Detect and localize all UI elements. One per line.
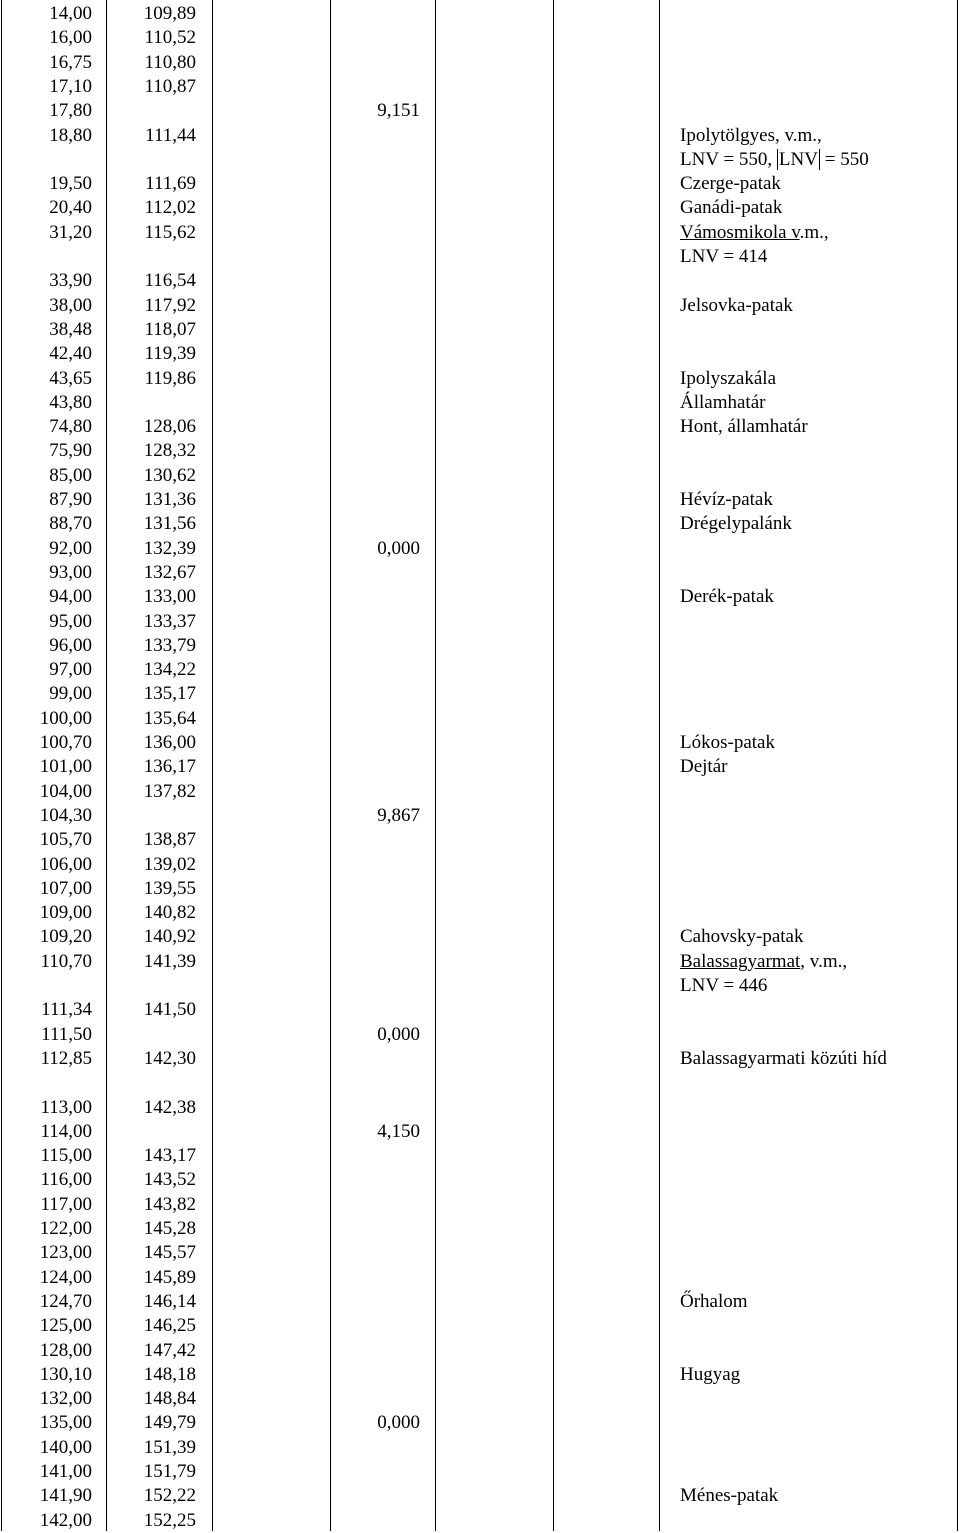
elevation-cell: 133,00	[143, 586, 196, 608]
table-row	[0, 172, 960, 196]
elevation-cell: 110,87	[144, 75, 196, 97]
elevation-cell: 139,55	[143, 877, 196, 899]
km-cell: 124,70	[39, 1290, 92, 1312]
km-cell: 97,00	[49, 659, 92, 681]
elevation-cell: 145,57	[143, 1242, 196, 1264]
table-row	[0, 828, 960, 852]
km-cell: 109,00	[39, 902, 92, 924]
table-row	[0, 1411, 960, 1435]
note-cell: Cahovsky-patak	[680, 926, 804, 948]
table-row	[0, 1193, 960, 1217]
elevation-cell: 140,82	[143, 902, 196, 924]
distance-cell: 0,000	[377, 537, 420, 559]
km-cell: 75,90	[49, 440, 92, 462]
note-cell: Hévíz-patak	[680, 489, 773, 510]
table-row	[0, 1241, 960, 1265]
table-row	[0, 75, 960, 99]
elevation-cell: 140,92	[143, 926, 196, 948]
elevation-cell: 131,36	[143, 489, 196, 510]
table-row	[0, 634, 960, 658]
km-cell: 94,00	[49, 586, 92, 608]
table-row	[0, 1387, 960, 1411]
km-cell: 100,70	[39, 732, 92, 753]
note-cell: Jelsovka-patak	[680, 294, 793, 316]
table-row	[0, 998, 960, 1022]
note-cell: Lókos-patak	[680, 732, 775, 753]
elevation-cell: 139,02	[143, 853, 196, 875]
table-row	[0, 1460, 960, 1484]
elevation-cell: 116,54	[144, 270, 196, 292]
km-cell: 130,10	[39, 1363, 92, 1385]
elevation-cell: 115,62	[144, 221, 196, 243]
km-cell: 18,80	[49, 124, 92, 146]
km-cell: 128,00	[39, 1339, 92, 1361]
km-cell: 88,70	[49, 513, 92, 535]
km-cell: 85,00	[49, 464, 92, 486]
elevation-cell: 149,79	[143, 1412, 196, 1434]
table-row	[0, 148, 960, 172]
table-row	[0, 755, 960, 779]
km-cell: 31,20	[49, 221, 92, 243]
note-cell: LNV = 550, LNV = 550	[680, 148, 869, 170]
elevation-cell: 117,92	[144, 294, 196, 316]
elevation-cell: 135,17	[143, 683, 196, 705]
note-cell: Hugyag	[680, 1363, 741, 1385]
elevation-cell: 145,28	[143, 1218, 196, 1239]
elevation-cell: 110,80	[144, 51, 196, 73]
table-row	[0, 391, 960, 415]
elevation-cell: 145,89	[143, 1266, 196, 1288]
table-row	[0, 1217, 960, 1241]
note-cell: LNV = 446	[680, 975, 768, 996]
table-row	[0, 950, 960, 974]
km-cell: 16,75	[49, 51, 92, 73]
note-cell: Drégelypalánk	[680, 513, 792, 535]
km-cell: 123,00	[39, 1242, 92, 1264]
km-cell: 142,00	[39, 1509, 92, 1531]
table-row	[0, 1071, 960, 1095]
distance-cell: 0,000	[377, 1023, 420, 1045]
table-row	[0, 1509, 960, 1533]
km-cell: 124,00	[39, 1266, 92, 1288]
distance-cell: 0,000	[377, 1412, 420, 1434]
km-cell: 111,34	[41, 999, 92, 1021]
km-cell: 106,00	[39, 853, 92, 875]
elevation-cell: 138,87	[143, 829, 196, 851]
elevation-cell: 132,39	[143, 537, 196, 559]
table-row	[0, 1168, 960, 1192]
elevation-cell: 130,62	[143, 464, 196, 486]
km-cell: 93,00	[49, 561, 92, 583]
note-cell: Ipolyszakála	[680, 367, 777, 389]
table-row	[0, 658, 960, 682]
elevation-cell: 148,18	[143, 1363, 196, 1385]
table-row	[0, 415, 960, 439]
elevation-cell: 111,44	[145, 124, 196, 146]
elevation-cell: 151,79	[143, 1461, 196, 1482]
elevation-cell: 128,32	[143, 440, 196, 462]
table-row	[0, 367, 960, 391]
elevation-cell: 141,50	[143, 999, 196, 1021]
table-row	[0, 1266, 960, 1290]
note-cell: Vámosmikola v.m.,	[680, 221, 829, 243]
elevation-cell: 134,22	[143, 659, 196, 681]
km-cell: 112,85	[40, 1047, 92, 1069]
note-cell: Derék-patak	[680, 586, 774, 608]
km-cell: 104,00	[39, 780, 92, 802]
elevation-cell: 135,64	[143, 707, 196, 729]
km-cell: 74,80	[49, 416, 92, 438]
table-row	[0, 1096, 960, 1120]
km-cell: 140,00	[39, 1436, 92, 1458]
elevation-cell: 133,79	[143, 634, 196, 656]
table-row	[0, 318, 960, 342]
km-cell: 100,00	[39, 707, 92, 729]
km-cell: 17,80	[49, 100, 92, 122]
elevation-cell: 137,82	[143, 780, 196, 802]
km-cell: 38,00	[49, 294, 92, 316]
km-cell: 141,00	[39, 1461, 92, 1482]
note-cell: Czerge-patak	[680, 173, 781, 195]
km-cell: 87,90	[49, 489, 92, 510]
distance-cell: 9,151	[377, 100, 420, 122]
table-row	[0, 925, 960, 949]
table-row	[0, 974, 960, 998]
table-row	[0, 221, 960, 245]
elevation-cell: 131,56	[143, 513, 196, 535]
table-row	[0, 464, 960, 488]
elevation-cell: 141,39	[143, 950, 196, 972]
table-row	[0, 780, 960, 804]
table-row	[0, 488, 960, 512]
km-cell: 141,90	[39, 1485, 92, 1507]
elevation-cell: 112,02	[144, 197, 196, 219]
elevation-cell: 143,52	[143, 1169, 196, 1191]
elevation-cell: 128,06	[143, 416, 196, 438]
table-row	[0, 585, 960, 609]
km-cell: 117,00	[40, 1193, 92, 1215]
note-cell: Ganádi-patak	[680, 197, 783, 219]
km-cell: 115,00	[40, 1145, 92, 1167]
km-cell: 135,00	[39, 1412, 92, 1434]
km-cell: 132,00	[39, 1388, 92, 1410]
elevation-cell: 132,67	[143, 561, 196, 583]
table-row	[0, 1120, 960, 1144]
km-cell: 99,00	[49, 683, 92, 705]
table-row	[0, 1363, 960, 1387]
km-cell: 33,90	[49, 270, 92, 292]
elevation-cell: 118,07	[144, 318, 196, 340]
elevation-cell: 148,84	[143, 1388, 196, 1410]
km-cell: 107,00	[39, 877, 92, 899]
elevation-cell: 142,38	[143, 1096, 196, 1118]
km-cell: 110,70	[40, 950, 92, 972]
table-row	[0, 1436, 960, 1460]
table-row	[0, 294, 960, 318]
table-row	[0, 682, 960, 706]
km-cell: 116,00	[40, 1169, 92, 1191]
table-row	[0, 853, 960, 877]
km-cell: 95,00	[49, 610, 92, 632]
table-row	[0, 877, 960, 901]
table-row	[0, 1023, 960, 1047]
note-cell: Ipolytölgyes, v.m.,	[680, 124, 822, 146]
km-cell: 101,00	[39, 756, 92, 778]
elevation-cell: 146,14	[143, 1290, 196, 1312]
elevation-cell: 109,89	[143, 3, 196, 24]
table-row	[0, 196, 960, 220]
elevation-cell: 119,86	[144, 367, 196, 389]
km-cell: 92,00	[49, 537, 92, 559]
note-cell: Balassagyarmati közúti híd	[680, 1047, 887, 1069]
note-cell: Dejtár	[680, 756, 728, 778]
table-row	[0, 1144, 960, 1168]
distance-cell: 9,867	[377, 804, 420, 826]
km-cell: 43,80	[49, 391, 92, 413]
elevation-cell: 133,37	[143, 610, 196, 632]
km-cell: 122,00	[39, 1218, 92, 1239]
note-cell: LNV = 414	[680, 246, 768, 267]
elevation-cell: 110,52	[144, 27, 196, 49]
note-cell: Hont, államhatár	[680, 416, 808, 438]
table-row	[0, 1484, 960, 1508]
table-row	[0, 99, 960, 123]
elevation-cell: 152,22	[143, 1485, 196, 1507]
table-row	[0, 731, 960, 755]
elevation-cell: 146,25	[143, 1315, 196, 1337]
km-cell: 105,70	[39, 829, 92, 851]
table-row	[0, 1290, 960, 1314]
table-row	[0, 269, 960, 293]
table-row	[0, 804, 960, 828]
elevation-cell: 147,42	[143, 1339, 196, 1361]
note-cell: Balassagyarmat, v.m.,	[680, 950, 848, 972]
distance-cell: 4,150	[377, 1120, 420, 1142]
table-row	[0, 1047, 960, 1071]
note-cell: Ménes-patak	[680, 1485, 779, 1507]
table-row	[0, 561, 960, 585]
table-row	[0, 707, 960, 731]
km-cell: 38,48	[49, 318, 92, 340]
km-cell: 104,30	[39, 804, 92, 826]
table-row	[0, 439, 960, 463]
table-row	[0, 51, 960, 75]
km-cell: 14,00	[49, 3, 92, 24]
km-cell: 114,00	[40, 1120, 92, 1142]
table-row	[0, 124, 960, 148]
table-row	[0, 1339, 960, 1363]
km-cell: 109,20	[39, 926, 92, 948]
elevation-cell: 136,17	[143, 756, 196, 778]
table-row	[0, 901, 960, 925]
km-cell: 19,50	[49, 173, 92, 195]
table-row	[0, 2, 960, 26]
elevation-cell: 143,82	[143, 1193, 196, 1215]
note-cell: Őrhalom	[680, 1290, 748, 1312]
km-cell: 20,40	[49, 197, 92, 219]
km-cell: 111,50	[41, 1023, 92, 1045]
table-row	[0, 537, 960, 561]
km-cell: 16,00	[49, 27, 92, 49]
table-row	[0, 245, 960, 269]
elevation-cell: 142,30	[143, 1047, 196, 1069]
elevation-cell: 151,39	[143, 1436, 196, 1458]
table-row	[0, 610, 960, 634]
elevation-cell: 152,25	[143, 1509, 196, 1531]
table-row	[0, 1314, 960, 1338]
km-cell: 43,65	[49, 367, 92, 389]
km-cell: 17,10	[49, 75, 92, 97]
table-row	[0, 26, 960, 50]
elevation-cell: 119,39	[144, 343, 196, 365]
km-cell: 42,40	[49, 343, 92, 365]
note-cell: Államhatár	[680, 391, 766, 413]
elevation-cell: 143,17	[143, 1145, 196, 1167]
table-row	[0, 512, 960, 536]
km-cell: 96,00	[49, 634, 92, 656]
elevation-cell: 136,00	[143, 732, 196, 753]
km-cell: 125,00	[39, 1315, 92, 1337]
km-cell: 113,00	[40, 1096, 92, 1118]
elevation-cell: 111,69	[145, 173, 196, 195]
table-row	[0, 342, 960, 366]
